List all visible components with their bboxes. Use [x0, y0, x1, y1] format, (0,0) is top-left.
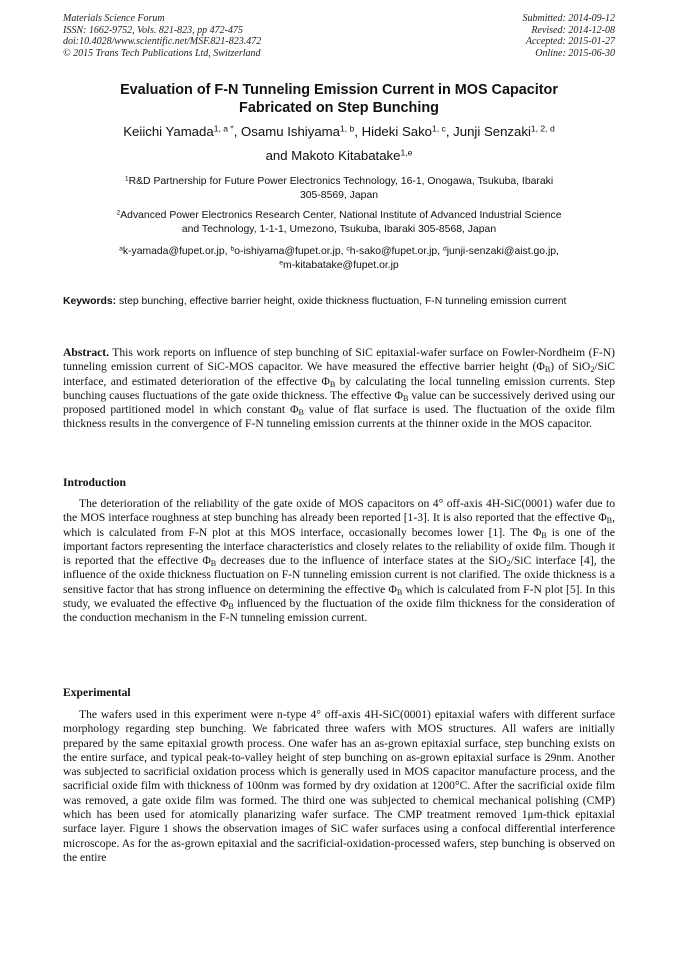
- phi-sub: B: [544, 365, 551, 375]
- affiliation-text: and Technology, 1-1-1, Umezono, Tsukuba, Ibaraki 305-8568, Japan: [181, 224, 497, 235]
- author-line-1: Keiichi Yamada$^{1, a *}$, Osamu Ishiyama$^{1, b}$, Hideki Sako$^{1, c}$, Junji Senzaki$^{1, 2, d}$: [123, 123, 555, 139]
- experimental-paragraph: The wafers used in this experiment were n-type 4° off-axis 4H-SiC(0001) epitaxial wafers with different surface morphology regarding step bunching. We fabricated three wafers with MOS structures. All wafers are initially prepared by the same epitaxial growth process. One wafer has an as-grown epitaxial surface, step bunching exists on the entire surface, and typical peak-to-valley height of step bunching on as-grown epitaxial surface is 29nm. Another was subjected to sacrificial oxidation process which is generally used in MOS capacitor manufacture process, and the sacrificial oxide film with thickness of 100nm was formed by dry oxidation at 1200°C. After the sacrificial oxide film was removed, a gate oxide film was formed. The third one was subjected to chemical mechanical polishing (CMP) which has been used for atomically planarizing wafer surface. The CMP treatment removed 1μm-thick epitaxial surface layer. Figure 1 shows the observation images of SiC wafer surfaces using a confocal differential interference microscope. As for the as-grown epitaxial and the sacrificial-oxidation-processed wafers, step bunching is observed on the entire: [63, 708, 615, 864]
- email-link[interactable]: o-ishiyama@fupet.or.jp: [234, 246, 341, 257]
- affiliation-2: [63, 209, 615, 237]
- phi-sub: B: [541, 530, 547, 540]
- phi-b-symbol: [536, 360, 550, 373]
- email-link[interactable]: junji-senzaki@aist.go.jp: [446, 246, 557, 257]
- affiliation-line: [63, 209, 615, 223]
- journal-copyright: © 2015 Trans Tech Publications Ltd, Switzerland: [63, 47, 261, 59]
- paper-title: [63, 81, 615, 117]
- abstract-text: This work reports on influence of step bunching of SiC epitaxial-wafer surface on Fowler-Nordheim (F-N) tunneling emission current of SiC-MOS capacitor. We have measured the effective barrier height (: [63, 346, 615, 374]
- phi-b-symbol: [202, 554, 216, 567]
- intro-text: The deterioration of the reliability of the gate oxide of MOS capacitors on 4° off-axis 4H-SiC(0001) wafer due to the MOS interface roughness at step bunching has already been reported [1-3]. It is also reported that the effective: [63, 497, 615, 525]
- author-name: Hideki Sako: [361, 124, 433, 139]
- journal-info: [63, 13, 261, 59]
- phi-letter: Φ: [394, 388, 403, 402]
- phi-letter: Φ: [290, 403, 299, 417]
- phi-sub: B: [228, 602, 234, 612]
- abstract-text: value can be successively derived using our proposed partitioned model in which constant: [63, 388, 615, 417]
- phi-sub: B: [210, 559, 217, 569]
- phi-b-symbol: [598, 511, 612, 524]
- email-sup: a: [119, 245, 123, 253]
- phi-sub: B: [329, 379, 336, 389]
- email-link[interactable]: k-yamada@fupet.or.jp: [122, 246, 225, 257]
- keywords-label: Keywords:: [63, 296, 117, 307]
- title-line-1: Evaluation of F-N Tunneling Emission Current in MOS Capacitor: [120, 82, 558, 98]
- section-heading-experimental: Experimental: [63, 686, 131, 699]
- author-name: and Makoto Kitabatake: [265, 148, 401, 163]
- journal-issn: ISSN: 1662-9752, Vols. 821-823, pp 472-475: [63, 24, 243, 36]
- affiliation-sup: 2: [116, 209, 121, 217]
- abstract-label: Abstract.: [63, 346, 110, 359]
- phi-letter: Φ: [388, 582, 397, 596]
- phi-letter: Φ: [219, 597, 229, 611]
- publication-dates: [523, 13, 616, 59]
- phi-b-symbol: [290, 403, 304, 416]
- author-sup: 1, c: [432, 123, 446, 134]
- author-sup: 1, b: [340, 123, 355, 134]
- phi-b-symbol: [220, 597, 234, 610]
- author-list: [63, 120, 615, 168]
- affiliation-line: [63, 175, 615, 189]
- email-line-1: $^a$k-yamada@fupet.or.jp, $^b$o-ishiyama@fupet.or.jp, $^c$h-sako@fupet.or.jp, $^d$junji-senzaki@aist.go.jp,: [119, 245, 559, 257]
- author-name: Junji Senzaki: [453, 124, 531, 139]
- subscript-2: 2: [506, 559, 511, 569]
- journal-name: Materials Science Forum: [63, 13, 165, 24]
- intro-text: influenced by the fluctuation of the oxide film thickness for the consideration of the conduction mechanism in the F-N tunneling emission current.: [63, 597, 615, 625]
- phi-sub: B: [606, 516, 613, 526]
- author-emails: [63, 245, 615, 273]
- date-online: Online: 2015-06-30: [535, 47, 615, 59]
- date-accepted: Accepted: 2015-01-27: [525, 36, 615, 47]
- email-link[interactable]: m-kitabatake@fupet.or.jp: [283, 260, 399, 271]
- author-sup: 1, 2, d: [530, 123, 555, 134]
- section-heading-introduction: Introduction: [63, 476, 126, 489]
- author-sup: 1,e: [400, 147, 413, 158]
- date-revised: Revised: 2014-12-08: [531, 24, 615, 36]
- email-sup: d: [442, 245, 447, 253]
- abstract-text: value of flat surface is used. The fluctuation of the oxide film thickness results in the convergence of F-N tunneling emission currents at the thinner oxide in the MOS capacitor.: [63, 403, 615, 431]
- affiliation-text: Advanced Power Electronics Research Center, National Institute of Advanced Industrial Science: [120, 210, 562, 221]
- phi-letter: Φ: [532, 525, 542, 539]
- author-name: Osamu Ishiyama: [241, 124, 340, 139]
- author-line-2: [63, 144, 615, 168]
- phi-sub: B: [298, 408, 304, 418]
- affiliation-text: R&D Partnership for Future Power Electronics Technology, 16-1, Onogawa, Tsukuba, Ibaraki: [128, 176, 554, 187]
- email-sup: c: [346, 245, 350, 253]
- journal-doi: doi:10.4028/www.scientific.net/MSF.821-823.472: [63, 36, 262, 47]
- intro-text: /SiC interface [4], the influence of the oxide thickness fluctuation on F-N tunneling emission current is not clarified. The oxide thickness is a sensitive factor that has strong influence on determining the effective: [63, 554, 615, 596]
- email-link[interactable]: h-sako@fupet.or.jp: [349, 246, 438, 257]
- phi-b-symbol: [394, 389, 408, 402]
- abstract: [63, 346, 615, 432]
- author-sup: 1, a *: [213, 123, 234, 134]
- phi-letter: Φ: [202, 554, 211, 568]
- affiliation-text: 305-8569, Japan: [300, 190, 378, 201]
- intro-text: , which is calculated from F-N plot at this MOS interface, occasionally becomes lower [1]. The: [63, 511, 615, 539]
- abstract-text: /SiC interface, and estimated deterioration of the effective: [63, 360, 615, 388]
- introduction-paragraph: [63, 497, 615, 626]
- phi-letter: Φ: [598, 511, 607, 525]
- author-name: Keiichi Yamada: [123, 124, 214, 139]
- phi-b-symbol: [533, 526, 547, 539]
- phi-sub: B: [396, 587, 403, 597]
- title-line-2: Fabricated on Step Bunching: [239, 100, 439, 116]
- subscript-2: 2: [590, 365, 595, 375]
- affiliation-1: [63, 175, 615, 203]
- intro-text: decreases due to the influence of interface states at the SiO: [216, 554, 507, 568]
- keywords: [63, 295, 615, 309]
- email-line-2: [63, 259, 615, 273]
- intro-text: which is calculated from F-N plot [5]. In this study, we evaluated the effective: [63, 582, 615, 611]
- phi-letter: Φ: [536, 360, 545, 374]
- keywords-text: step bunching, effective barrier height, oxide thickness fluctuation, F-N tunneling emission current: [119, 296, 567, 307]
- phi-letter: Φ: [321, 374, 330, 388]
- abstract-text: by calculating the local tunneling emission currents. Step bunching causes fluctuations of the gate oxide thickness. The effective: [63, 374, 615, 402]
- phi-b-symbol: [388, 583, 402, 596]
- phi-b-symbol: [321, 375, 335, 388]
- intro-text: is one of the important factors representing the interface characteristics and closely relates to the reliability of oxide film. Though it is reported that the effective: [63, 525, 616, 568]
- affiliation-sup: 1: [124, 175, 129, 183]
- date-submitted: Submitted: 2014-09-12: [522, 13, 615, 24]
- abstract-text: ) of SiO: [550, 360, 591, 374]
- phi-sub: B: [402, 393, 409, 403]
- email-sup: b: [230, 245, 235, 253]
- email-sup: e: [279, 259, 284, 267]
